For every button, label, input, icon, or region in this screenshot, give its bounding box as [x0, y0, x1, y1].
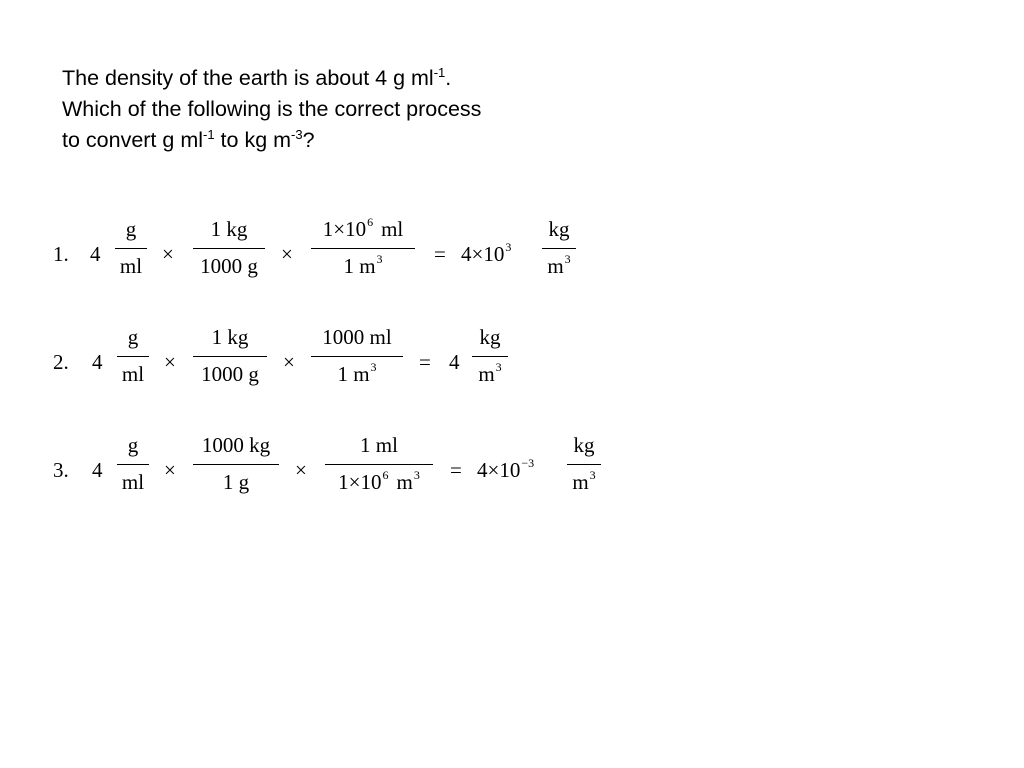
- fraction-bar: [542, 248, 576, 249]
- coefficient: 4: [92, 350, 103, 374]
- numerator: 1 kg: [210, 217, 248, 241]
- question-line-3-mid: to kg m: [214, 128, 292, 152]
- question-line-3-end: ?: [302, 128, 315, 152]
- exponent: 3: [370, 360, 377, 374]
- fraction-kg-per-g: [193, 430, 279, 502]
- numerator: 1000 ml: [322, 325, 392, 349]
- exponent: 3: [505, 240, 512, 254]
- option-number: 1.: [53, 242, 69, 266]
- option-1-equation[interactable]: [53, 214, 673, 294]
- times-sign: ×: [283, 350, 295, 374]
- denominator-base: m: [478, 362, 495, 386]
- numerator: g: [127, 325, 139, 349]
- fraction-kg-per-g: [193, 214, 265, 286]
- equals-sign: =: [419, 350, 431, 374]
- question-text: [62, 63, 622, 156]
- fraction-kg-per-m3: [567, 430, 601, 502]
- denominator: [478, 359, 501, 390]
- denominator-base: m: [547, 254, 564, 278]
- denominator-base: 1×10: [338, 470, 382, 494]
- numerator: 1000 kg: [201, 433, 271, 457]
- exponent: 3: [564, 252, 571, 266]
- exponent: 6: [382, 468, 389, 482]
- fraction-g-per-ml: [117, 322, 149, 394]
- denominator: 1000 g: [201, 362, 259, 386]
- denominator: ml: [119, 254, 143, 278]
- fraction-bar: [193, 356, 267, 357]
- question-line-1-end: .: [445, 66, 452, 90]
- option-2-equation[interactable]: [53, 322, 673, 402]
- exponent: -3: [291, 127, 303, 142]
- denominator: 1000 g: [200, 254, 258, 278]
- fraction-g-per-ml: [117, 430, 149, 502]
- denominator: [343, 251, 382, 282]
- exponent: -1: [203, 127, 215, 142]
- fraction-ml-per-m3: [311, 322, 403, 394]
- fraction-bar: [117, 356, 149, 357]
- times-sign: ×: [164, 350, 176, 374]
- option-number: 2.: [53, 350, 69, 374]
- equals-sign: =: [450, 458, 462, 482]
- fraction-bar: [193, 464, 279, 465]
- numerator: [323, 214, 404, 245]
- denominator: ml: [121, 470, 145, 494]
- denominator: [547, 251, 570, 282]
- fraction-kg-per-m3: [472, 322, 508, 394]
- denominator: [338, 467, 420, 498]
- denominator-unit: m: [396, 470, 413, 494]
- result-value: 4: [449, 350, 460, 374]
- numerator: kg: [573, 433, 595, 457]
- denominator: 1 g: [222, 470, 250, 494]
- result-base: 4×10: [461, 242, 505, 266]
- numerator: g: [127, 433, 139, 457]
- fraction-bar: [325, 464, 433, 465]
- times-sign: ×: [164, 458, 176, 482]
- exponent: 3: [376, 252, 383, 266]
- exponent: 3: [589, 468, 596, 482]
- denominator-base: 1 m: [343, 254, 376, 278]
- numerator: 1 ml: [360, 433, 398, 457]
- exponent: −3: [521, 456, 535, 470]
- equals-sign: =: [434, 242, 446, 266]
- fraction-kg-per-g: [193, 322, 267, 394]
- denominator: [572, 467, 595, 498]
- numerator: kg: [548, 217, 570, 241]
- exponent: 3: [413, 468, 420, 482]
- fraction-bar: [472, 356, 508, 357]
- result-base: 4×10: [477, 458, 521, 482]
- fraction-bar: [117, 464, 149, 465]
- coefficient: 4: [92, 458, 103, 482]
- numerator: g: [125, 217, 137, 241]
- fraction-bar: [311, 248, 415, 249]
- coefficient: 4: [90, 242, 101, 266]
- denominator: [337, 359, 376, 390]
- fraction-bar: [311, 356, 403, 357]
- question-line-3: [62, 125, 622, 156]
- denominator: ml: [121, 362, 145, 386]
- question-line-1-text: The density of the earth is about 4 g ml: [62, 66, 434, 90]
- fraction-g-per-ml: [115, 214, 147, 286]
- times-sign: ×: [295, 458, 307, 482]
- fraction-ml-per-m3: [325, 430, 433, 502]
- fraction-ml-per-m3: [311, 214, 415, 286]
- result-value: [461, 242, 511, 267]
- fraction-kg-per-m3: [542, 214, 576, 286]
- numerator: 1 kg: [211, 325, 249, 349]
- fraction-bar: [115, 248, 147, 249]
- times-sign: ×: [162, 242, 174, 266]
- exponent: -1: [433, 65, 446, 80]
- option-3-equation[interactable]: [53, 430, 673, 510]
- numerator-unit: ml: [381, 217, 404, 241]
- fraction-bar: [193, 248, 265, 249]
- option-number: 3.: [53, 458, 69, 482]
- denominator-base: 1 m: [337, 362, 370, 386]
- numerator-base: 1×10: [322, 217, 367, 241]
- exponent: 6: [367, 215, 374, 229]
- exponent: 3: [495, 360, 502, 374]
- question-line-3-text: to convert g ml: [62, 128, 203, 152]
- question-line-1: [62, 63, 622, 94]
- question-line-2: Which of the following is the correct process: [62, 97, 482, 121]
- denominator-base: m: [572, 470, 589, 494]
- result-value: [477, 458, 534, 483]
- numerator: kg: [479, 325, 501, 349]
- times-sign: ×: [281, 242, 293, 266]
- fraction-bar: [567, 464, 601, 465]
